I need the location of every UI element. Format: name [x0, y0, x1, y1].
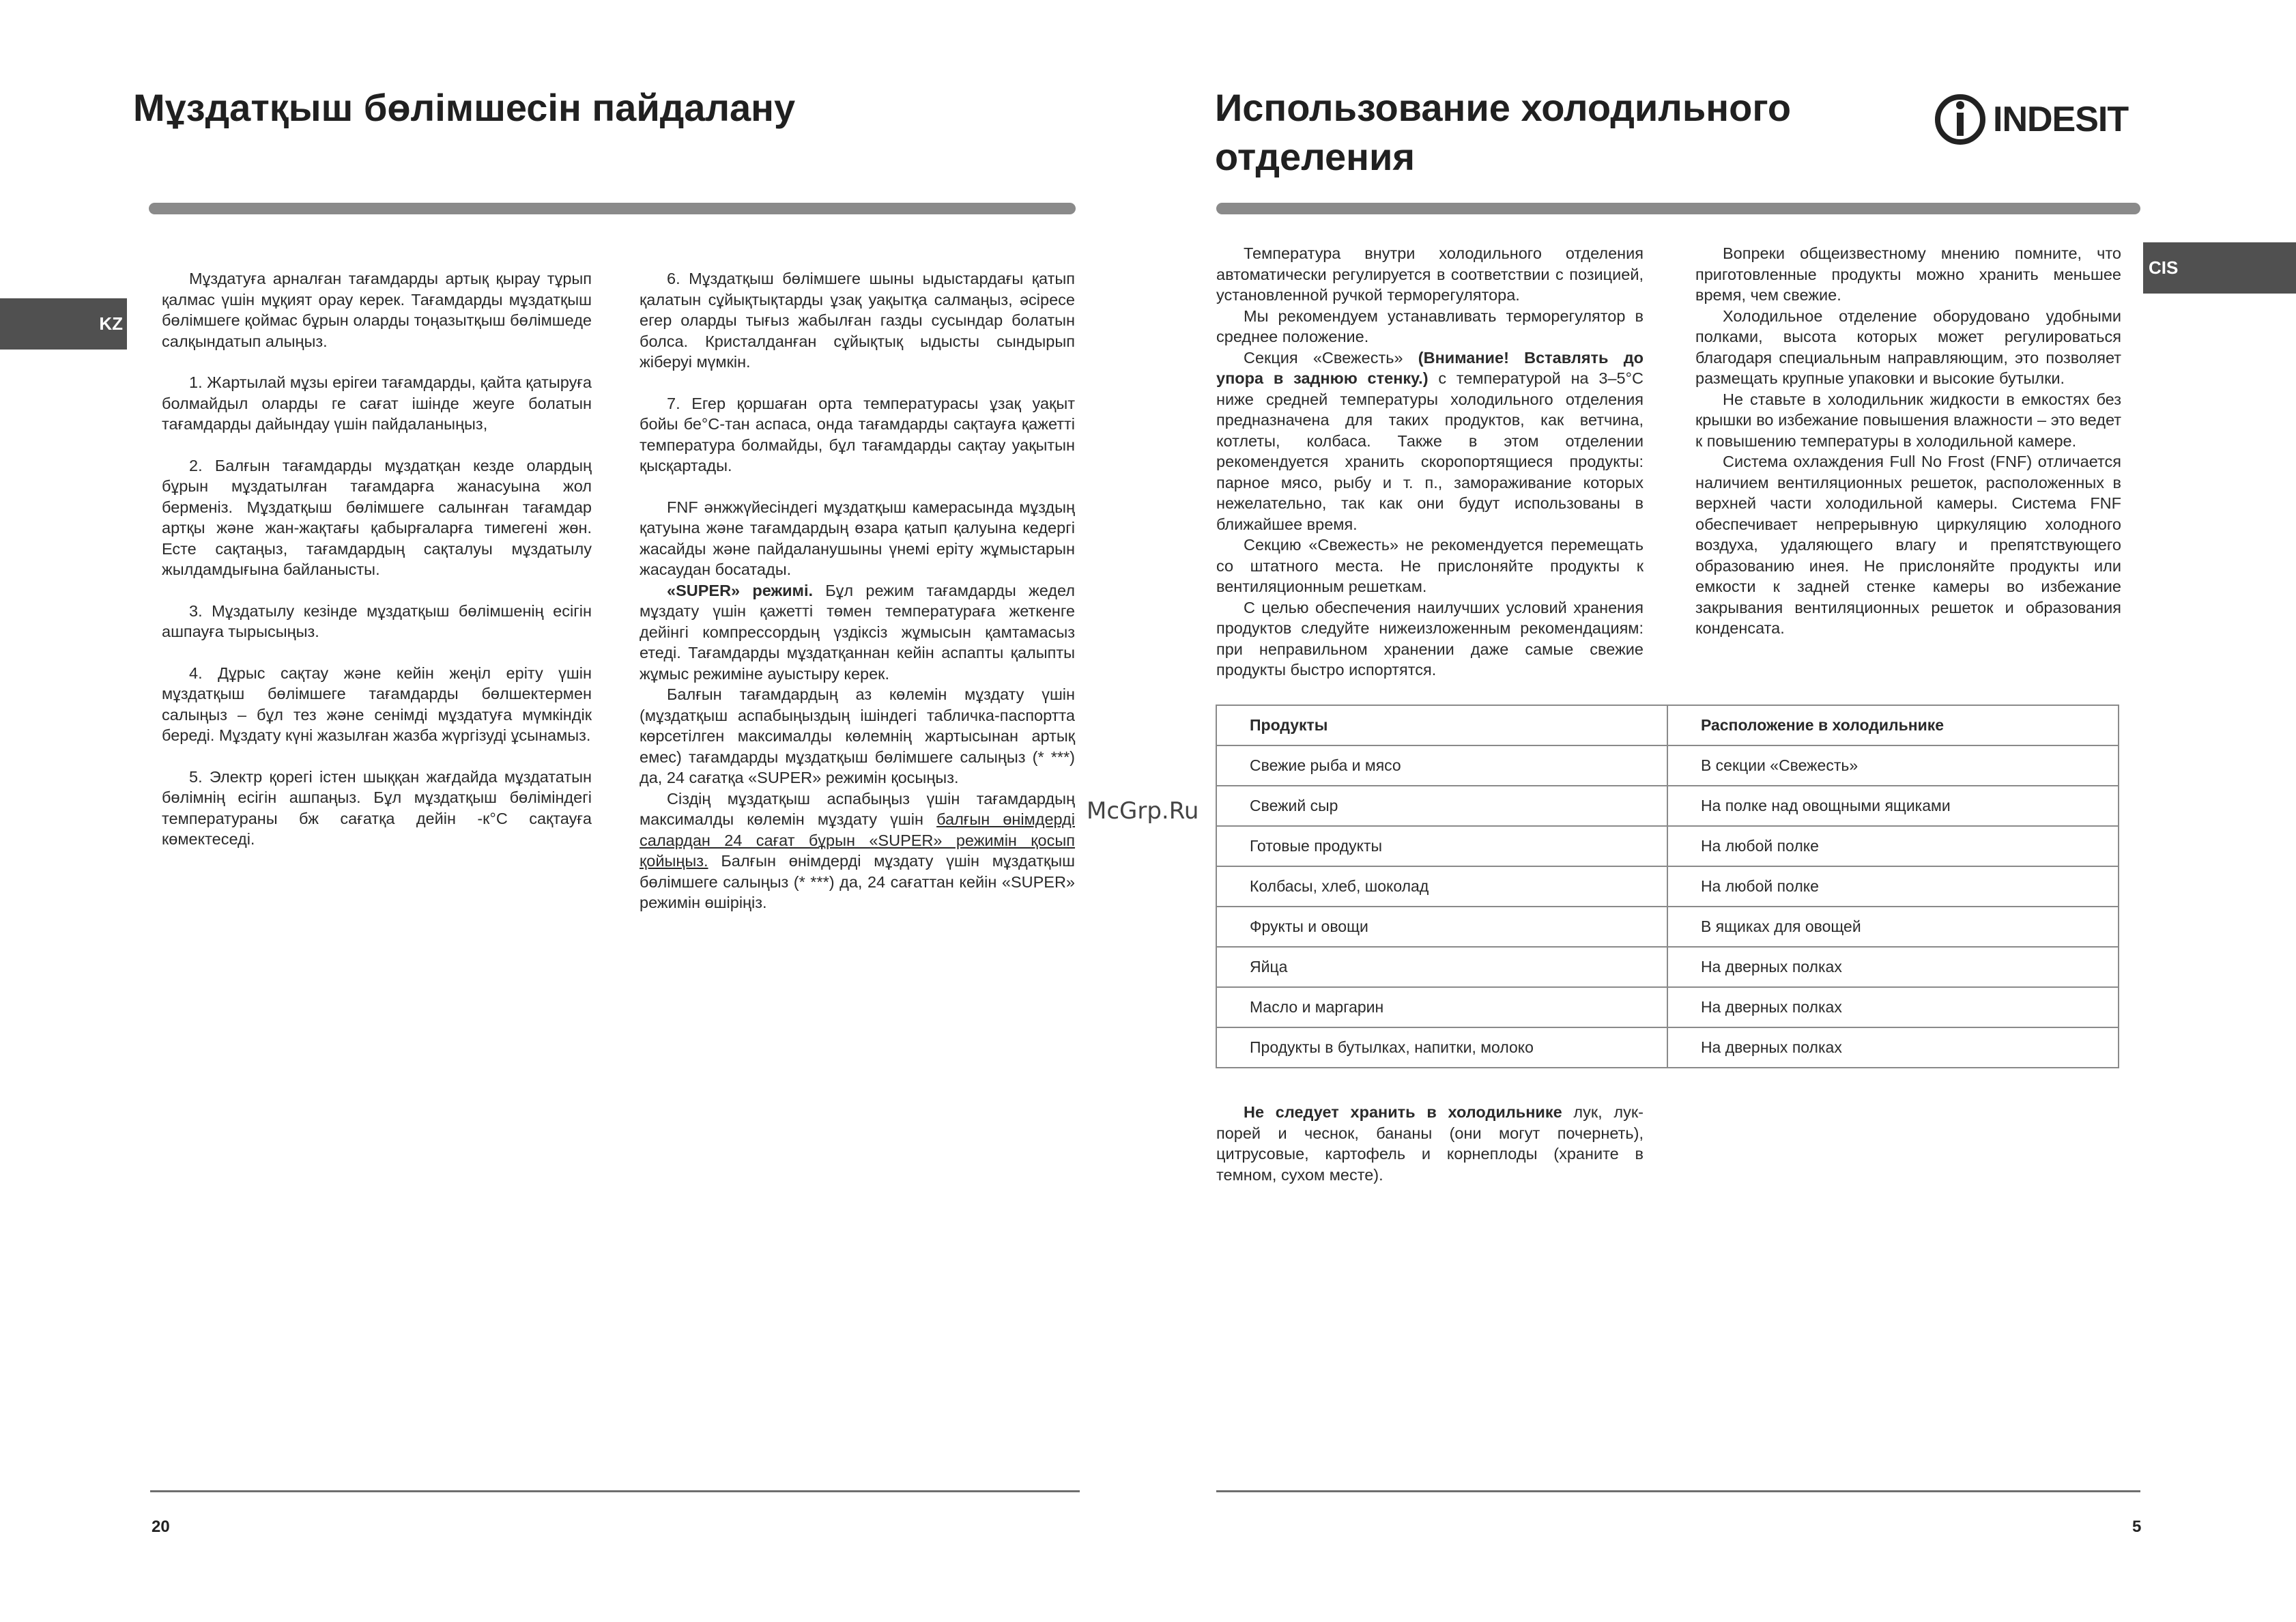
table-cell-product: Масло и маргарин [1216, 987, 1667, 1027]
table-cell-product: Свежий сыр [1216, 786, 1667, 826]
table-row [1216, 866, 2119, 907]
brand-name: INDESIT [1993, 100, 2129, 139]
kz-fnf: FNF әнжжүйесіндегі мұздатқыш камерасында мұздың қатуына және тағамдардың өзара қатып қалуына кедергі жасайды және пайдаланушыны үнемі еріту жұмыстарын жасаудан босатады. [640, 498, 1075, 578]
left-column-2 [640, 268, 1075, 913]
ru-fresh-move: Секцию «Свежесть» не рекомендуется перемещать со штатного места. Не прислоняйте продукты к вентиляционным решеткам. [1216, 536, 1644, 595]
kz-max-a: Сіздің мұздатқыш аспабыңыз үшін тағамдардың максималды көлемін мұздату үшін [640, 789, 1075, 828]
footer-rule-right [1216, 1490, 2140, 1492]
ru-fresh-c: с температурой на 3–5°C ниже средней температуры холодильного отделения предназначена для таких продуктов, как ветчина, котлеты, колбаса. Также в этом отделении рекомендуется хранить скоропортящиеся продукты: парное мясо, рыбу и т. п., замораживание которых нежелательно, так как они будут использованы в ближайшее время. [1216, 369, 1644, 533]
table-row [1216, 1027, 2119, 1068]
table-cell-location: На любой полке [1667, 826, 2119, 866]
table-row [1216, 745, 2119, 786]
table-row [1216, 826, 2119, 866]
note-paragraph [1216, 1102, 1644, 1185]
kz-item-6: 6. Мұздатқыш бөлімшеге шыны ыдыстардағы қатып қалатын сұйықтықтарды ұзақ уақытқа салмаңыз, әсіресе егер оларды тығыз жабылған газды сусындар болатын болса. Кристалданған сұйықтық ыдысты сындырып жіберуі мүмкін. [640, 270, 1075, 371]
kz-item-4: 4. Дұрыс сақтау және кейін жеңіл еріту үшін мұздатқыш бөлімшеге тағамдарды бөлшектермен салыңыз – бұл тез және сенімді мұздатуға мүмкіндік береді. Мұздату күні жазылған жазба жүргізуді ұсынамыз. [162, 664, 592, 744]
table-header-products: Продукты [1216, 705, 1667, 745]
note-bold: Не следует хранить в холодильнике [1244, 1103, 1562, 1121]
table-header-location: Расположение в холодильнике [1667, 705, 2119, 745]
ru-shelves: Холодильное отделение оборудовано удобными полками, высота которых может регулироваться благодаря специальным направляющим, это позволяет размещать крупные упаковки и высокие бутылки. [1695, 307, 2121, 387]
kz-max-quantity [640, 788, 1075, 913]
page-number-left: 20 [152, 1518, 170, 1536]
ru-fresh-warning: (Внимание! Вставлять до упора в заднюю стенку.) [1216, 348, 1644, 387]
kz-item-5: 5. Электр қорегі істен шыққан жағдайда мұздататын бөлімнің есігін ашпаңыз. Бұл мұздатқыш бөліміндегі температураны бж сағатқа дейін -к°С сақтауға көмектеседі. [162, 767, 592, 848]
table-cell-product: Свежие рыба и мясо [1216, 745, 1667, 786]
table-cell-location: В секции «Свежесть» [1667, 745, 2119, 786]
indesit-logo [1933, 92, 2128, 147]
table-cell-location: На любой полке [1667, 866, 2119, 907]
table-cell-product: Готовые продукты [1216, 826, 1667, 866]
ru-fresh-section [1216, 347, 1644, 535]
page-title-cis [1215, 83, 1791, 182]
table-cell-product: Продукты в бутылках, напитки, молоко [1216, 1027, 1667, 1068]
left-column-1 [162, 268, 592, 850]
kz-max-b: Балғын өнімдерді мұздату үшін мұздатқыш бөлімшеге салыңыз (* ***) да, 24 сағаттан кейін «SUPER» режимін өшіріңіз. [640, 852, 1075, 911]
table-cell-location: На дверных полках [1667, 987, 2119, 1027]
kz-item-2: 2. Балғын тағамдарды мұздатқан кезде олардың бұрын мұздатылған тағамдарға жанасуына жол берменіз. Мұздатқыш бөлімшеге салынған тағамдар артқы және жан-жақтағы қабырғаларға тимегені жөн. Есте сақтаңыз, тағамдардың сақталуы мұздатылу жылдамдығына байланысты. [162, 456, 592, 578]
table-row [1216, 907, 2119, 947]
page-number-right: 5 [2132, 1518, 2142, 1536]
lang-tab-kz-label: KZ [99, 313, 123, 334]
table-cell-location: На дверных полках [1667, 947, 2119, 987]
header-rule-right [1216, 203, 2140, 214]
table-row [1216, 987, 2119, 1027]
kz-super [640, 580, 1075, 685]
kz-super-text: Бұл режим тағамдарды жедел мұздату үшін қажетті төмен температураға жеткенге дейінгі компрессордың үздіксіз жұмысын қамтамасыз етеді. Тағамдарды мұздатқаннан кейін аспапты қалыпты жұмыс режиміне ауыстыру керек. [640, 581, 1075, 683]
kz-item-7: 7. Егер қоршаған орта температурасы ұзақ уақыт бойы бе°С-тан аспаса, онда тағамдарды сақтауға қажетті температура болмайды, бұл тағамдарды сақтау уақытын қысқартады. [640, 394, 1075, 474]
page-title-cis-line-1: Использование холодильного [1215, 86, 1792, 129]
storage-table [1216, 705, 2119, 1068]
ru-fnf: Система охлаждения Full No Frost (FNF) отличается наличием вентиляционных решеток, расположенных в верхней части холодильной камеры. Система FNF обеспечивает непрерывную циркуляцию холодного воздуха, удаляющего влагу и препятствующего образованию инея. Не прислоняйте продукты или емкости к задней стенке камеры во избежание закрывания вентиляционных решеток и образования конденсата. [1695, 453, 2121, 637]
indesit-logo-icon [1933, 92, 1988, 147]
lang-tab-cis-label: CIS [2149, 257, 2179, 278]
footer-rule-left [150, 1490, 1080, 1492]
ru-intro-1: Температура внутри холодильного отделения автоматически регулируется в соответствии с позицией, установленной ручкой терморегулятора. [1216, 244, 1644, 304]
kz-item-1: 1. Жартылай мұзы ерігеи тағамдарды, қайта қатыруға болмайдыл оларды ге сағат ішінде жеуге болатын тағамдарды дайындау үшін пайдаланыңыз, [162, 373, 592, 433]
ru-liquids: Не ставьте в холодильник жидкости в емкостях без крышки во избежание повышения влажности – это ведет к повышению температуры в холодильной камере. [1695, 390, 2121, 450]
kz-item-3: 3. Мұздатылу кезінде мұздатқыш бөлімшенің есігін ашпауға тырысыңыз. [162, 601, 592, 640]
table-cell-location: На дверных полках [1667, 1027, 2119, 1068]
ru-intro-2: Мы рекомендуем устанавливать терморегулятор в среднее положение. [1216, 307, 1644, 345]
table-cell-location: На полке над овощными ящиками [1667, 786, 2119, 826]
watermark: McGrp.Ru [1087, 797, 1199, 825]
ru-fresh-a: Секция «Свежесть» [1244, 348, 1418, 367]
lang-tab-cis [2143, 242, 2296, 294]
table-cell-location: В ящиках для овощей [1667, 907, 2119, 947]
table-row [1216, 947, 2119, 987]
page-title-cis-line-2: отделения [1215, 135, 1416, 178]
right-column-2 [1695, 243, 2121, 639]
table-cell-product: Яйца [1216, 947, 1667, 987]
table-cell-product: Колбасы, хлеб, шоколад [1216, 866, 1667, 907]
note-text: лук, лук-порей и чеснок, бананы (они могут почернеть), цитрусовые, картофель и корнеплоды (храните в темном, сухом месте). [1216, 1103, 1644, 1184]
kz-max-underlined: балғын өнімдерді салардан 24 сағат бұрын «SUPER» режимін қосып қойыңыз. [640, 810, 1075, 870]
page-title-kz: Мұздатқыш бөлімшесін пайдалану [133, 86, 796, 129]
do-not-store-note [1216, 1102, 1644, 1185]
ru-storage-advice: С целью обеспечения наилучших условий хранения продуктов следуйте нижеизложенным рекомендациям: при неправильном хранении даже самые свежие продукты быстро испортятся. [1216, 598, 1644, 679]
table-header-row [1216, 705, 2119, 745]
kz-small-quantity: Балғын тағамдардың аз көлемін мұздату үшін (мұздатқыш аспабыңыздың ішіндегі табличка-паспортта көрсетілген максималды көлемнің жартысынан артық емес) тағамдарды мұздатқыш бөлімшеге салыңыз (* ***) да, 24 сағатқа «SUPER» режимін қосыңыз. [640, 685, 1075, 786]
right-column-1 [1216, 243, 1644, 681]
header-rule-left [149, 203, 1076, 214]
kz-super-label: «SUPER» режимі. [667, 581, 814, 599]
table-cell-product: Фрукты и овощи [1216, 907, 1667, 947]
kz-intro: Мұздатуға арналған тағамдарды артық қырау тұрып қалмас үшін мұқият орау керек. Тағамдарды мұздатқыш бөлімшеге қоймас бұрын оларды тоңазытқыш бөлімшеде салқындатып алыңыз. [162, 270, 592, 350]
table-row [1216, 786, 2119, 826]
lang-tab-kz [0, 298, 127, 350]
ru-cooked: Вопреки общеизвестному мнению помните, что приготовленные продукты можно хранить меньшее время, чем свежие. [1695, 244, 2121, 304]
